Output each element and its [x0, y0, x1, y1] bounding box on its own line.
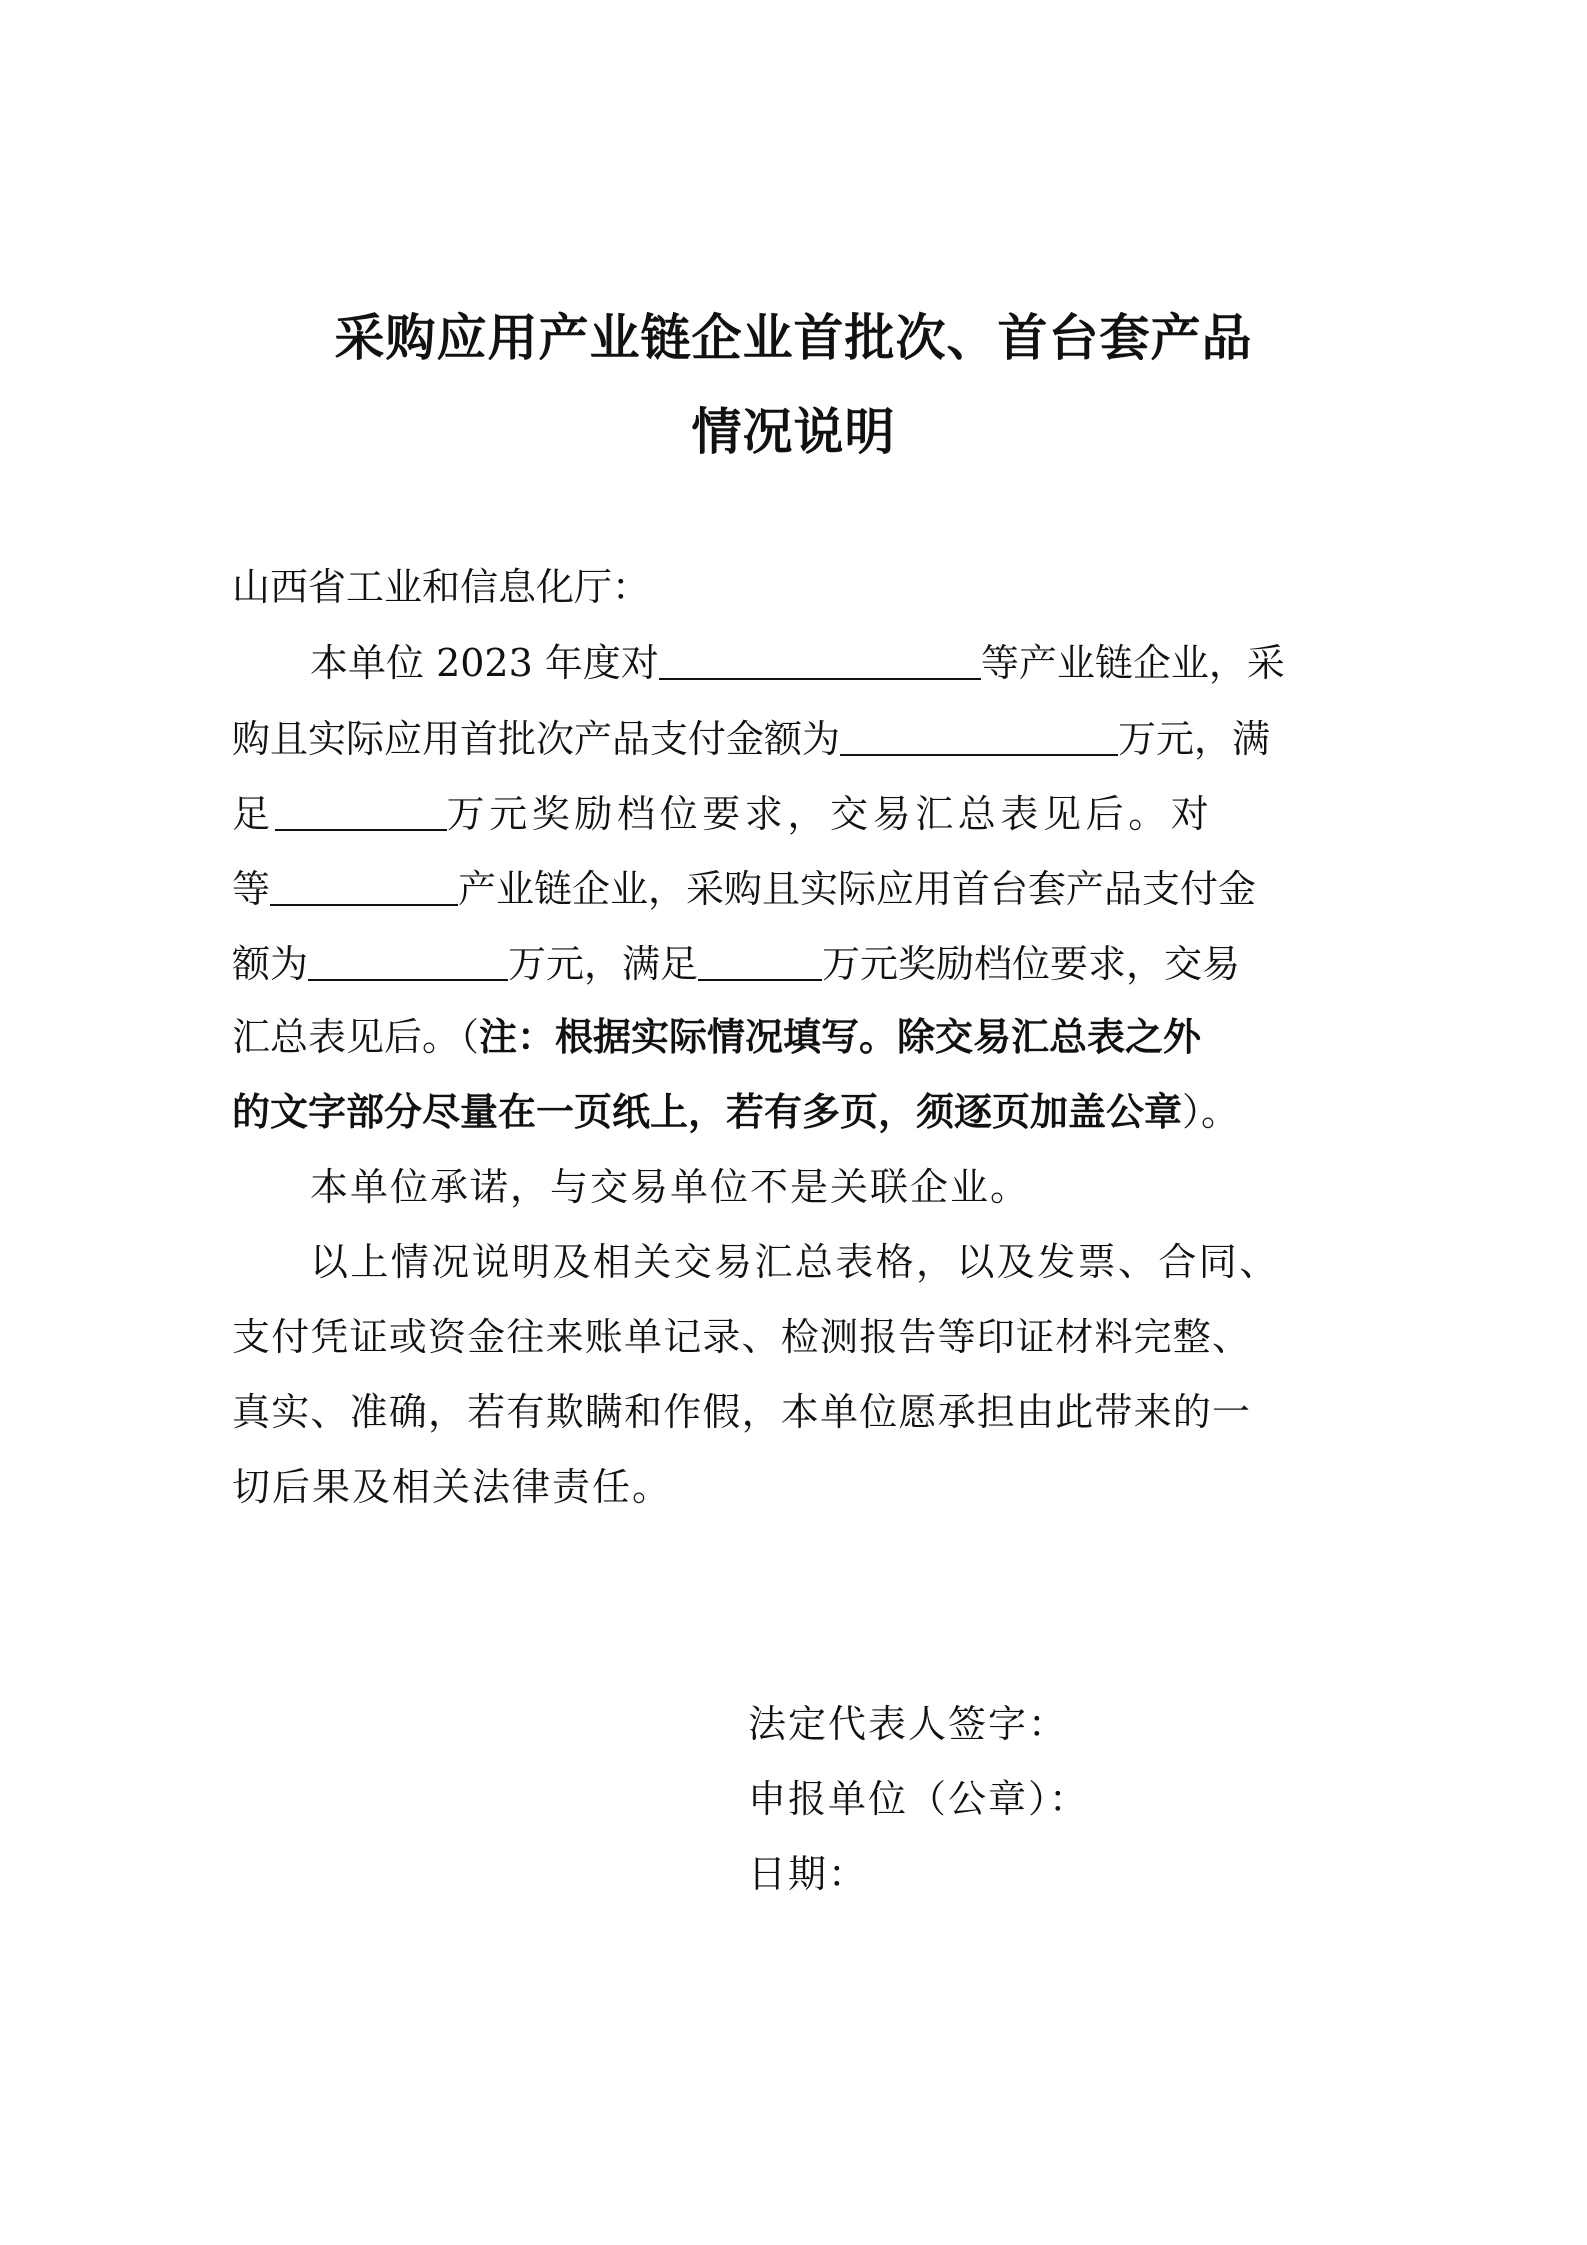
para3-line-4: 切后果及相关法律责任。 — [232, 1465, 673, 1509]
document-title-line-1: 采购应用产业链企业首批次、首台套产品 — [334, 308, 1253, 367]
para1-line-3: 足 万元奖励档位要求，交易汇总表见后。对 — [232, 792, 1214, 836]
date-label: 日期： — [748, 1852, 869, 1896]
fill-blank-amount-2[interactable] — [308, 943, 508, 981]
fill-blank-enterprise-2[interactable] — [270, 868, 458, 906]
fill-instruction-note: 注：根据实际情况填写。除交易汇总表之外 — [479, 1014, 1202, 1059]
para2-commitment: 本单位承诺，与交易单位不是关联企业。 — [310, 1165, 1031, 1209]
para1-line-4: 等 产业链企业，采购且实际应用首台套产品支付金 — [232, 867, 1257, 911]
para1-line-2: 购且实际应用首批次产品支付金额为 万元，满 — [232, 717, 1271, 761]
para1-line-7: 的文字部分尽量在一页纸上，若有多页，须逐页加盖公章）。 — [232, 1089, 1240, 1134]
legal-representative-signature-label: 法定代表人签字： — [748, 1702, 1069, 1746]
fill-blank-tier-1[interactable] — [275, 793, 447, 831]
para3-line-1: 以上情况说明及相关交易汇总表格，以及发票、合同、 — [310, 1240, 1280, 1284]
para1-line-6: 汇总表见后。（注：根据实际情况填写。除交易汇总表之外 — [232, 1014, 1202, 1059]
para3-line-3: 真实、准确，若有欺瞒和作假，本单位愿承担由此带来的一 — [232, 1390, 1252, 1434]
addressee: 山西省工业和信息化厅： — [232, 565, 651, 609]
fill-blank-enterprise-1[interactable] — [659, 642, 981, 680]
para1-line-1: 本单位 2023 年度对 等产业链企业，采 — [310, 641, 1285, 685]
para3-line-2: 支付凭证或资金往来账单记录、检测报告等印证材料完整、 — [232, 1315, 1252, 1359]
fill-blank-amount-1[interactable] — [840, 718, 1118, 756]
document-title-line-2: 情况说明 — [691, 402, 896, 461]
para1-line-5: 额为 万元，满足 万元奖励档位要求，交易 — [232, 942, 1241, 986]
applicant-unit-seal-label: 申报单位（公章）： — [748, 1777, 1090, 1821]
fill-blank-tier-2[interactable] — [698, 943, 822, 981]
